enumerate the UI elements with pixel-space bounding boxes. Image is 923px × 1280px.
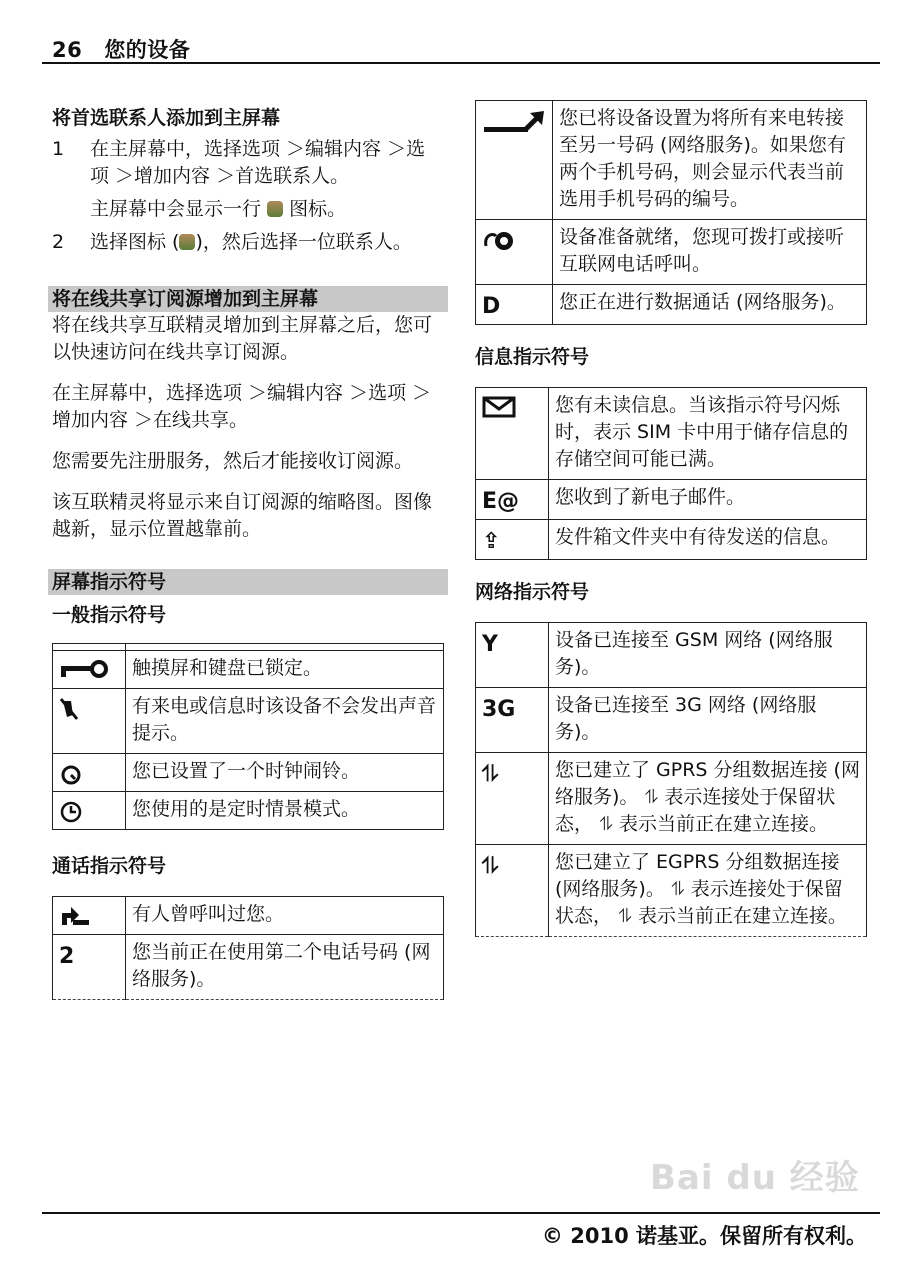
contact-add-icon — [267, 201, 283, 217]
subsection-title-call: 通话指示符号 — [52, 855, 167, 877]
egprs-connecting-icon: ⥮ — [618, 905, 632, 927]
indicator-text: 触摸屏和键盘已锁定。 — [126, 651, 444, 689]
indicator-text: 您正在进行数据通话 (网络服务)。 — [553, 285, 867, 325]
copyright: © 2010 诺基亚。保留所有权利。 — [541, 1224, 867, 1248]
text-b: 表示连接处于保留状态， — [555, 786, 836, 835]
indicator-text: 设备准备就绪，您现可拨打或接听互联网电话呼叫。 — [553, 220, 867, 285]
step-1 — [52, 136, 444, 190]
table-row — [476, 623, 867, 688]
message-indicators-table — [475, 387, 867, 560]
email-icon: E@ — [476, 480, 549, 520]
lock-icon — [53, 651, 126, 689]
header-rule — [42, 62, 880, 64]
table-row — [476, 285, 867, 325]
step-text — [90, 229, 444, 256]
paragraph: 将在线共享互联精灵增加到主屏幕之后，您可以快速访问在线共享订阅源。 — [52, 314, 433, 363]
text-b: 表示连接处于保留状态， — [555, 878, 843, 927]
step-number: 1 — [52, 138, 65, 160]
table-row — [53, 651, 444, 689]
chapter-title: 您的设备 — [104, 38, 191, 62]
table-header-row — [53, 644, 444, 651]
table-row — [476, 753, 867, 845]
table-row — [476, 480, 867, 520]
page-number: 26 — [52, 38, 83, 62]
paragraph: 您需要先注册服务，然后才能接收订阅源。 — [52, 450, 414, 472]
call-indicators-table-cont — [475, 100, 867, 325]
indicator-text: 有人曾呼叫过您。 — [126, 897, 444, 935]
step-text-a: 选择图标 ( — [90, 231, 180, 253]
gprs-held-icon: ⥮ — [644, 786, 659, 808]
table-row — [476, 220, 867, 285]
right-column — [475, 100, 867, 937]
text-c: 表示当前正在建立连接。 — [637, 905, 847, 927]
table-row — [53, 754, 444, 792]
left-column — [52, 104, 444, 1000]
paragraph: 该互联精灵将显示来自订阅源的缩略图。图像越新，显示位置越靠前。 — [52, 491, 433, 540]
gsm-icon: Y — [476, 623, 549, 688]
contact-add-icon — [179, 234, 195, 250]
step-2 — [52, 229, 444, 256]
watermark: Bai du 经验 — [650, 1158, 860, 1198]
indicator-text: 您有未读信息。当该指示符号闪烁时，表示 SIM 卡中用于储存信息的存储空间可能已满。 — [549, 388, 867, 480]
table-row — [476, 388, 867, 480]
indicator-text: 您已设置了一个时钟闹铃。 — [126, 754, 444, 792]
envelope-icon — [476, 388, 549, 480]
note-text-end: 图标。 — [289, 198, 347, 220]
line-2-icon: 2 — [53, 935, 126, 1000]
section-title-online-share: 将在线共享订阅源增加到主屏幕 — [48, 286, 448, 312]
indicator-text: 有来电或信息时该设备不会发出声音提示。 — [126, 689, 444, 754]
table-row — [53, 897, 444, 935]
step-1-note — [52, 196, 444, 223]
section-title-indicators: 屏幕指示符号 — [48, 569, 448, 595]
subsection-title-network: 网络指示符号 — [475, 581, 590, 603]
table-row — [476, 101, 867, 220]
missed-call-icon — [53, 897, 126, 935]
text-a: 您已建立了 GPRS 分组数据连接 (网络服务)。 — [555, 759, 860, 808]
table-row — [53, 935, 444, 1000]
indicator-text: 设备已连接至 3G 网络 (网络服务)。 — [549, 688, 867, 753]
alarm-icon — [53, 754, 126, 792]
egprs-icon: ⥮ — [476, 845, 549, 937]
indicator-text — [549, 753, 867, 845]
table-row — [476, 688, 867, 753]
indicator-text — [549, 845, 867, 937]
subsection-title-general: 一般指示符号 — [52, 604, 167, 626]
3g-icon: 3G — [476, 688, 549, 753]
step-text: 在主屏幕中，选择选项 ＞编辑内容 ＞选项 ＞增加内容 ＞首选联系人。 — [90, 138, 426, 187]
indicator-text: 您当前正在使用第二个电话号码 (网络服务)。 — [126, 935, 444, 1000]
page-header — [52, 34, 190, 64]
note-text: 主屏幕中会显示一行 — [90, 198, 262, 220]
network-indicators-table — [475, 622, 867, 937]
section-title-favorite-contacts: 将首选联系人添加到主屏幕 — [52, 107, 281, 129]
text-a: 您已建立了 EGPRS 分组数据连接 (网络服务)。 — [555, 851, 840, 900]
internet-call-icon — [476, 220, 553, 285]
paragraph: 在主屏幕中，选择选项 ＞编辑内容 ＞选项 ＞增加内容 ＞在线共享。 — [52, 382, 432, 431]
subsection-title-message: 信息指示符号 — [475, 346, 590, 368]
table-row — [53, 689, 444, 754]
timer-icon — [53, 792, 126, 830]
outbox-icon: ⇪ — [476, 520, 549, 560]
silent-icon — [53, 689, 126, 754]
divert-icon — [476, 101, 553, 220]
step-number: 2 — [52, 231, 65, 253]
indicator-text: 您收到了新电子邮件。 — [549, 480, 867, 520]
indicator-text: 您使用的是定时情景模式。 — [126, 792, 444, 830]
egprs-held-icon: ⥮ — [670, 878, 685, 900]
text-c: 表示当前正在建立连接。 — [618, 813, 828, 835]
indicator-text: 您已将设备设置为将所有来电转接至另一号码 (网络服务)。如果您有两个手机号码，则会显示代表当前选用手机号码的编号。 — [553, 101, 867, 220]
indicator-text: 发件箱文件夹中有待发送的信息。 — [549, 520, 867, 560]
table-row — [476, 520, 867, 560]
call-indicators-table — [52, 896, 444, 1000]
table-row — [476, 845, 867, 937]
gprs-icon: ⥮ — [476, 753, 549, 845]
footer-rule — [42, 1212, 880, 1214]
gprs-connecting-icon: ⥮ — [599, 813, 613, 835]
data-call-icon: D — [476, 285, 553, 325]
step-text-b: )，然后选择一位联系人。 — [195, 231, 412, 253]
indicator-text: 设备已连接至 GSM 网络 (网络服务)。 — [549, 623, 867, 688]
table-row — [53, 792, 444, 830]
general-indicators-table — [52, 643, 444, 830]
